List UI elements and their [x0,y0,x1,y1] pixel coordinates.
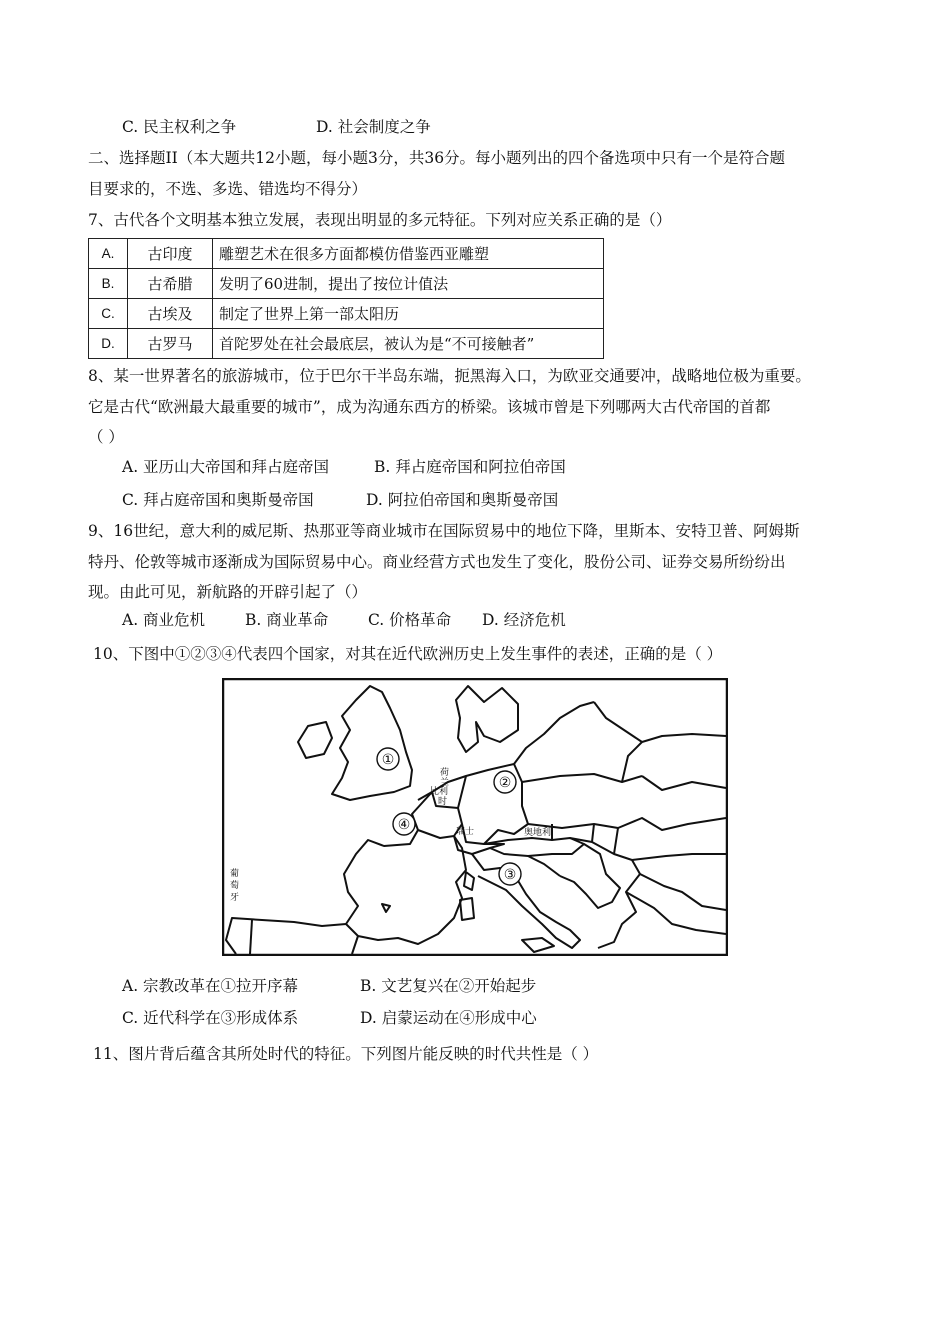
q7-stem: 7、古代各个文明基本独立发展，表现出明显的多元特征。下列对应关系正确的是（） [88,211,672,229]
q8-stem-line3: （ ） [88,428,124,446]
belgium-label-1: 比利 [430,787,449,797]
q9-option-c: C. 价格革命 [368,611,452,629]
q9-stem-line3: 现。由此可见，新航路的开辟引起了（） [88,583,368,601]
q9-stem-line2: 特丹、伦敦等城市逐渐成为国际贸易中心。商业经营方式也发生了变化，股份公司、证券交易所纷纷出 [88,553,786,571]
netherlands-label-1: 荷 [440,768,450,778]
q7-table [88,238,604,359]
q7-row-desc: 制定了世界上第一部太阳历 [213,299,604,329]
q8-stem-line2: 它是古代“欧洲最大最重要的城市”，成为沟通东西方的桥梁。该城市曾是下列哪两大古代帝国的首都 [88,398,771,416]
austria-label: 奥地利 [524,828,552,838]
table-row [89,239,604,269]
section2-heading-line2: 目要求的，不选、多选、错选均不得分） [88,180,368,198]
q7-row-civ: 古罗马 [128,329,213,359]
q10-option-b: B. 文艺复兴在②开始起步 [360,977,537,995]
portugal-label-2: 萄 [230,881,240,891]
table-row [89,329,604,359]
q8-stem-line1: 8、某一世界著名的旅游城市，位于巴尔干半岛东端，扼黑海入口，为欧亚交通要冲，战略地位极为重要。 [88,367,811,385]
belgium-label-2: 时 [438,797,448,807]
netherlands-label-2: 兰 [440,778,450,788]
q8-option-b: B. 拜占庭帝国和阿拉伯帝国 [374,458,566,476]
q7-row-desc: 雕塑艺术在很多方面都模仿借鉴西亚雕塑 [213,239,604,269]
portugal-label-3: 牙 [230,893,240,903]
switzerland-label: 瑞士 [456,827,475,837]
q7-row-label: B. [89,269,128,299]
country-number-4: ④ [397,817,411,833]
q10-option-c: C. 近代科学在③形成体系 [122,1009,299,1027]
q10-option-a: A. 宗教改革在①拉开序幕 [122,977,299,995]
q7-row-civ: 古埃及 [128,299,213,329]
q9-option-d: D. 经济危机 [482,611,566,629]
q7-row-label: D. [89,329,128,359]
q7-row-civ: 古希腊 [128,269,213,299]
map-frame [223,679,727,955]
q8-option-d: D. 阿拉伯帝国和奥斯曼帝国 [366,491,559,509]
q9-option-b: B. 商业革命 [245,611,329,629]
q9-option-a: A. 商业危机 [122,611,206,629]
q7-row-civ: 古印度 [128,239,213,269]
q8-option-c: C. 拜占庭帝国和奥斯曼帝国 [122,491,314,509]
table-row [89,269,604,299]
table-row [89,299,604,329]
q10-option-d: D. 启蒙运动在④形成中心 [360,1009,537,1027]
q6-option-d: D. 社会制度之争 [316,118,431,136]
q7-row-label: A. [89,239,128,269]
section2-heading-line1: 二、选择题II（本大题共12小题，每小题3分，共36分。每小题列出的四个备选项中只有一个是符合题 [88,149,786,167]
q6-option-c: C. 民主权利之争 [122,118,237,136]
portugal-label-1: 葡 [230,869,240,879]
country-number-1: ① [381,752,395,768]
country-number-3: ③ [503,867,517,883]
country-number-2: ② [498,775,512,791]
q7-row-desc: 首陀罗处在社会最底层，被认为是“不可接触者” [213,329,604,359]
q10-stem: 10、下图中①②③④代表四个国家，对其在近代欧洲历史上发生事件的表述，正确的是（ ） [93,645,723,663]
q7-row-label: C. [89,299,128,329]
q11-stem: 11、图片背后蕴含其所处时代的特征。下列图片能反映的时代共性是（ ） [93,1045,599,1063]
q9-stem-line1: 9、16世纪，意大利的威尼斯、热那亚等商业城市在国际贸易中的地位下降，里斯本、安特卫普、阿姆斯 [88,522,800,540]
q8-option-a: A. 亚历山大帝国和拜占庭帝国 [122,458,330,476]
europe-map [222,678,728,956]
q7-row-desc: 发明了60进制，提出了按位计值法 [213,269,604,299]
